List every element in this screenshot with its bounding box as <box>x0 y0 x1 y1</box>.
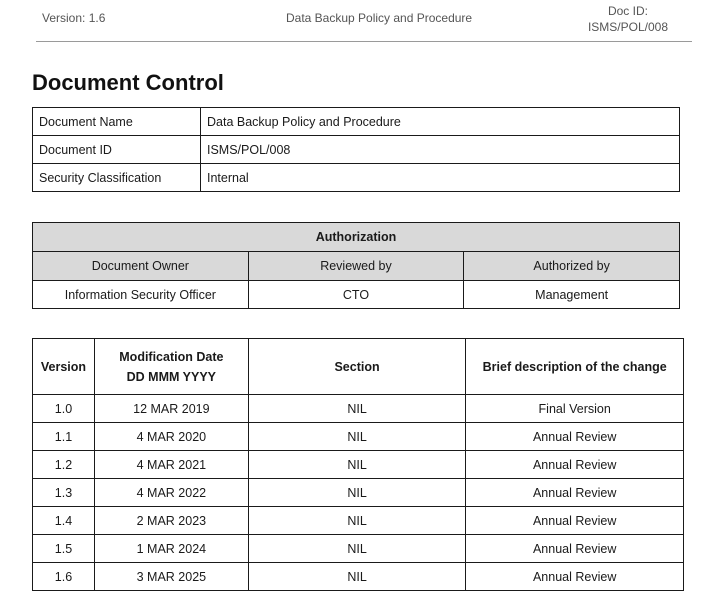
document-control-table <box>32 107 680 192</box>
control-value: Internal <box>201 164 680 192</box>
history-date: 2 MAR 2023 <box>94 507 248 535</box>
table-row <box>33 451 684 479</box>
version-history-table <box>32 338 684 591</box>
authorization-header: Authorized by <box>464 252 680 281</box>
history-date: 4 MAR 2021 <box>94 451 248 479</box>
header-title: Data Backup Policy and Procedure <box>286 11 473 25</box>
history-section: NIL <box>248 507 466 535</box>
table-row <box>33 479 684 507</box>
header-version: Version: 1.6 <box>42 11 106 25</box>
page-header <box>36 0 692 42</box>
history-section: NIL <box>248 479 466 507</box>
header-doc-id <box>588 3 668 35</box>
history-description: Annual Review <box>466 535 684 563</box>
authorization-value: Management <box>464 281 680 309</box>
history-description: Final Version <box>466 395 684 423</box>
authorization-title: Authorization <box>33 223 680 252</box>
table-row <box>33 535 684 563</box>
authorization-header: Document Owner <box>33 252 249 281</box>
authorization-table <box>32 222 680 309</box>
history-section: NIL <box>248 395 466 423</box>
control-value: ISMS/POL/008 <box>201 136 680 164</box>
table-row <box>33 136 680 164</box>
control-key: Document Name <box>33 108 201 136</box>
history-header-date <box>94 339 248 395</box>
table-row <box>33 395 684 423</box>
authorization-header: Reviewed by <box>248 252 464 281</box>
history-date: 1 MAR 2024 <box>94 535 248 563</box>
history-description: Annual Review <box>466 507 684 535</box>
authorization-value: CTO <box>248 281 464 309</box>
table-row <box>33 164 680 192</box>
history-header-version: Version <box>33 339 95 395</box>
history-version: 1.5 <box>33 535 95 563</box>
history-header-description: Brief description of the change <box>466 339 684 395</box>
authorization-value: Information Security Officer <box>33 281 249 309</box>
history-version: 1.1 <box>33 423 95 451</box>
control-key: Document ID <box>33 136 201 164</box>
history-description: Annual Review <box>466 479 684 507</box>
control-key: Security Classification <box>33 164 201 192</box>
history-header-section: Section <box>248 339 466 395</box>
header-doc-id-value: ISMS/POL/008 <box>587 20 668 34</box>
history-header-date-line1: Modification Date <box>119 349 224 364</box>
history-version: 1.0 <box>33 395 95 423</box>
table-row <box>33 108 680 136</box>
control-value: Data Backup Policy and Procedure <box>201 108 680 136</box>
history-header-date-line2: DD MMM YYYY <box>126 369 217 384</box>
table-row <box>33 563 684 591</box>
history-description: Annual Review <box>466 423 684 451</box>
history-description: Annual Review <box>466 563 684 591</box>
history-section: NIL <box>248 423 466 451</box>
history-date: 4 MAR 2022 <box>94 479 248 507</box>
table-row <box>33 507 684 535</box>
history-version: 1.4 <box>33 507 95 535</box>
history-version: 1.2 <box>33 451 95 479</box>
header-doc-id-label: Doc ID: <box>607 4 648 18</box>
history-date: 3 MAR 2025 <box>94 563 248 591</box>
history-description: Annual Review <box>466 451 684 479</box>
history-version: 1.3 <box>33 479 95 507</box>
history-section: NIL <box>248 451 466 479</box>
history-date: 4 MAR 2020 <box>94 423 248 451</box>
history-date: 12 MAR 2019 <box>94 395 248 423</box>
table-row <box>33 281 680 309</box>
history-section: NIL <box>248 563 466 591</box>
table-row <box>33 423 684 451</box>
history-version: 1.6 <box>33 563 95 591</box>
history-section: NIL <box>248 535 466 563</box>
page-title: Document Control <box>32 70 224 95</box>
